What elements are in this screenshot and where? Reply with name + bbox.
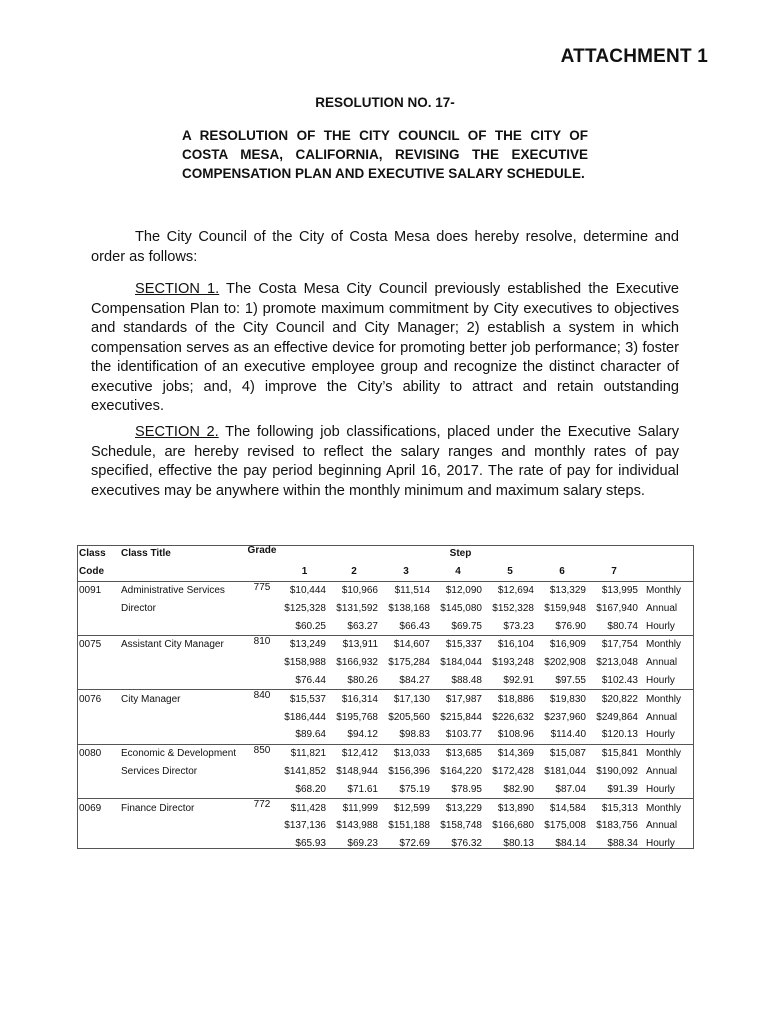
pay-rate-cell: $65.93 — [295, 838, 326, 850]
class-header: Class — [79, 548, 106, 560]
table-row — [77, 817, 693, 835]
class-title-cell — [119, 835, 243, 853]
pay-rate-cell: $92.91 — [503, 674, 534, 686]
pay-rate-cell: $184,044 — [440, 657, 482, 669]
table-row — [77, 599, 693, 617]
grade-cell — [243, 672, 281, 690]
table-row — [77, 690, 693, 708]
pay-rate-cell: $159,948 — [544, 602, 586, 614]
pay-rate-cell: $138,168 — [388, 602, 430, 614]
pay-rate-cell: $193,248 — [492, 657, 534, 669]
class-title-cell — [119, 726, 243, 744]
pay-period-cell: Annual — [646, 602, 678, 614]
pay-rate-cell: $84.14 — [555, 838, 586, 850]
pay-rate-cell: $158,748 — [440, 820, 482, 832]
grade-cell: 775 — [243, 581, 281, 599]
pay-rate-cell: $19,830 — [536, 690, 588, 708]
pay-period-cell: Hourly — [646, 838, 675, 850]
pay-rate-cell: $97.55 — [555, 674, 586, 686]
grade-cell — [243, 763, 281, 781]
pay-rate-cell: $80.13 — [503, 838, 534, 850]
code-header: Code — [79, 566, 104, 578]
pay-period-cell: Monthly — [640, 581, 693, 599]
pay-rate-cell: $152,328 — [492, 602, 534, 614]
class-code-cell — [77, 708, 119, 726]
pay-rate-cell: $175,008 — [544, 820, 586, 832]
pay-rate-cell: $145,080 — [440, 602, 482, 614]
pay-rate-cell: $13,911 — [328, 635, 380, 653]
step-number: 3 — [403, 566, 409, 578]
attachment-heading: ATTACHMENT 1 — [560, 46, 708, 67]
pay-rate-cell: $16,314 — [328, 690, 380, 708]
pay-rate-cell: $82.90 — [503, 783, 534, 795]
pay-period-cell: Hourly — [646, 674, 675, 686]
pay-rate-cell: $66.43 — [399, 620, 430, 632]
grade-header: Grade — [247, 545, 277, 556]
pay-rate-cell: $88.34 — [607, 838, 638, 850]
pay-rate-cell: $13,249 — [281, 635, 328, 653]
table-row — [77, 635, 693, 653]
pay-rate-cell: $75.19 — [399, 783, 430, 795]
step-number: 7 — [611, 566, 617, 578]
pay-rate-cell: $80.74 — [607, 620, 638, 632]
pay-rate-cell: $12,599 — [380, 799, 432, 817]
class-code-cell: 0091 — [77, 581, 119, 599]
pay-rate-cell: $11,821 — [281, 744, 328, 762]
pay-rate-cell: $237,960 — [544, 711, 586, 723]
class-title-cell — [119, 708, 243, 726]
pay-rate-cell: $158,988 — [284, 657, 326, 669]
pay-rate-cell: $69.23 — [347, 838, 378, 850]
pay-period-cell: Monthly — [640, 799, 693, 817]
class-title-cell: City Manager — [119, 690, 243, 708]
class-title-cell — [119, 780, 243, 798]
step-header: Step — [449, 548, 472, 560]
pay-rate-cell: $103.77 — [445, 729, 482, 741]
class-title-cell: Services Director — [121, 765, 198, 777]
pay-rate-cell: $89.64 — [295, 729, 326, 741]
class-title-cell — [119, 672, 243, 690]
pay-rate-cell: $120.13 — [601, 729, 638, 741]
pay-rate-cell: $16,909 — [536, 635, 588, 653]
pay-rate-cell: $13,329 — [536, 581, 588, 599]
class-title-cell: Finance Director — [119, 799, 243, 817]
pay-rate-cell: $78.95 — [451, 783, 482, 795]
resolution-title: A RESOLUTION OF THE CITY COUNCIL OF THE CITY OF COSTA MESA, CALIFORNIA, REVISING THE EXECUTIVE COMPENSATION PLAN AND EXECUTIVE SALARY SCHEDULE. — [182, 128, 588, 181]
pay-period-cell: Monthly — [640, 635, 693, 653]
class-title-cell: Administrative Services — [119, 581, 243, 599]
class-code-cell — [77, 726, 119, 744]
pay-rate-cell: $226,632 — [492, 711, 534, 723]
pay-rate-cell: $10,966 — [328, 581, 380, 599]
pay-rate-cell: $10,444 — [281, 581, 328, 599]
class-code-cell — [77, 617, 119, 635]
pay-rate-cell: $213,048 — [596, 657, 638, 669]
pay-rate-cell: $15,337 — [432, 635, 484, 653]
pay-rate-cell: $186,444 — [284, 711, 326, 723]
pay-rate-cell: $15,313 — [588, 799, 640, 817]
class-code-cell — [77, 835, 119, 853]
class-code-cell — [77, 817, 119, 835]
pay-period-cell: Hourly — [646, 783, 675, 795]
pay-rate-cell: $13,685 — [432, 744, 484, 762]
table-row — [77, 835, 693, 853]
pay-rate-cell: $13,033 — [380, 744, 432, 762]
table-row — [77, 708, 693, 726]
pay-rate-cell: $84.27 — [399, 674, 430, 686]
pay-rate-cell: $137,136 — [284, 820, 326, 832]
pay-rate-cell: $148,944 — [336, 765, 378, 777]
pay-period-cell: Annual — [646, 765, 678, 777]
section-2-paragraph: SECTION 2. The following job classifications, placed under the Executive Salary Schedule, are hereby revised to reflect the salary ranges and monthly rates of pay specified, effective the pay period beginning April 16, 2017. The rate of pay for individual executives may be anywhere within the monthly minimum and maximum salary steps. — [91, 424, 679, 499]
pay-rate-cell: $11,514 — [380, 581, 432, 599]
pay-rate-cell: $156,396 — [388, 765, 430, 777]
step-number: 2 — [351, 566, 357, 578]
table-subheader-row — [77, 563, 693, 581]
class-title-cell — [119, 654, 243, 672]
pay-rate-cell: $76.32 — [451, 838, 482, 850]
table-row — [77, 763, 693, 781]
pay-rate-cell: $13,229 — [432, 799, 484, 817]
table-row — [77, 780, 693, 798]
grade-cell — [243, 617, 281, 635]
pay-rate-cell: $13,995 — [588, 581, 640, 599]
pay-rate-cell: $15,087 — [536, 744, 588, 762]
table-header-row — [77, 545, 693, 563]
section-1-paragraph: SECTION 1. The Costa Mesa City Council previously established the Executive Compensation Plan to: 1) promote maximum commitment by City executives to objectives and standards of the City Council and City Manager; 2) establish a system in which compensation serves as an effective device for promoting better job performance; 3) foster the identification of an executive employee group and recognize the distinct character of executive jobs; and, 4) improve the City’s ability to attract and retain outstanding executives. — [91, 281, 680, 414]
pay-rate-cell: $15,841 — [588, 744, 640, 762]
pay-rate-cell: $166,932 — [336, 657, 378, 669]
class-code-cell — [77, 672, 119, 690]
pay-period-cell: Annual — [646, 820, 678, 832]
pay-rate-cell: $17,754 — [588, 635, 640, 653]
pay-rate-cell: $166,680 — [492, 820, 534, 832]
grade-cell: 850 — [243, 744, 281, 762]
class-code-cell — [77, 599, 119, 617]
table-row — [77, 581, 693, 599]
pay-rate-cell: $63.27 — [347, 620, 378, 632]
pay-rate-cell: $71.61 — [347, 783, 378, 795]
pay-rate-cell: $14,584 — [536, 799, 588, 817]
pay-rate-cell: $190,092 — [596, 765, 638, 777]
pay-rate-cell: $108.96 — [497, 729, 534, 741]
table-row — [77, 617, 693, 635]
class-code-cell: 0076 — [77, 690, 119, 708]
pay-rate-cell: $202,908 — [544, 657, 586, 669]
pay-rate-cell: $76.90 — [555, 620, 586, 632]
class-title-header: Class Title — [121, 548, 171, 560]
resolution-number: RESOLUTION NO. 17- — [315, 95, 455, 110]
table-row — [77, 672, 693, 690]
pay-rate-cell: $141,852 — [284, 765, 326, 777]
class-code-cell — [77, 654, 119, 672]
grade-cell — [243, 726, 281, 744]
salary-schedule-table — [77, 545, 693, 853]
table-row — [77, 654, 693, 672]
pay-rate-cell: $72.69 — [399, 838, 430, 850]
section-1-label: SECTION 1. — [135, 281, 220, 297]
pay-rate-cell: $68.20 — [295, 783, 326, 795]
pay-rate-cell: $17,130 — [380, 690, 432, 708]
pay-rate-cell: $12,694 — [484, 581, 536, 599]
pay-rate-cell: $91.39 — [607, 783, 638, 795]
pay-rate-cell: $18,886 — [484, 690, 536, 708]
pay-rate-cell: $181,044 — [544, 765, 586, 777]
grade-cell — [243, 654, 281, 672]
pay-rate-cell: $151,188 — [388, 820, 430, 832]
table-row — [77, 744, 693, 762]
pay-rate-cell: $20,822 — [588, 690, 640, 708]
pay-rate-cell: $215,844 — [440, 711, 482, 723]
pay-rate-cell: $15,537 — [281, 690, 328, 708]
pay-rate-cell: $73.23 — [503, 620, 534, 632]
step-number: 6 — [559, 566, 565, 578]
class-code-cell — [77, 780, 119, 798]
pay-period-cell: Hourly — [646, 620, 675, 632]
grade-cell — [243, 780, 281, 798]
class-title-cell — [119, 817, 243, 835]
pay-period-cell: Hourly — [646, 729, 675, 741]
grade-cell — [243, 817, 281, 835]
class-title-cell: Economic & Development — [119, 744, 243, 762]
class-title-cell: Director — [121, 602, 157, 614]
pay-rate-cell: $94.12 — [347, 729, 378, 741]
class-code-cell — [77, 763, 119, 781]
pay-rate-cell: $88.48 — [451, 674, 482, 686]
class-code-cell: 0069 — [77, 799, 119, 817]
pay-rate-cell: $172,428 — [492, 765, 534, 777]
step-number: 1 — [301, 566, 308, 578]
pay-rate-cell: $102.43 — [601, 674, 638, 686]
pay-rate-cell: $183,756 — [596, 820, 638, 832]
pay-period-cell: Annual — [646, 657, 678, 669]
pay-rate-cell: $98.83 — [399, 729, 430, 741]
pay-rate-cell: $12,412 — [328, 744, 380, 762]
pay-rate-cell: $60.25 — [295, 620, 326, 632]
pay-rate-cell: $131,592 — [336, 602, 378, 614]
pay-period-cell: Annual — [646, 711, 678, 723]
intro-paragraph: The City Council of the City of Costa Mesa does hereby resolve, determine and order as follows: — [91, 229, 679, 265]
grade-cell — [243, 599, 281, 617]
pay-rate-cell: $76.44 — [295, 674, 326, 686]
pay-rate-cell: $69.75 — [451, 620, 482, 632]
pay-rate-cell: $12,090 — [432, 581, 484, 599]
pay-rate-cell: $164,220 — [440, 765, 482, 777]
grade-cell: 772 — [243, 799, 281, 817]
pay-rate-cell: $16,104 — [484, 635, 536, 653]
class-code-cell: 0080 — [77, 744, 119, 762]
grade-cell: 810 — [243, 635, 281, 653]
pay-rate-cell: $87.04 — [555, 783, 586, 795]
section-2-label: SECTION 2. — [135, 424, 219, 440]
grade-cell — [243, 708, 281, 726]
pay-rate-cell: $11,428 — [281, 799, 328, 817]
class-title-cell: Assistant City Manager — [119, 635, 243, 653]
table-row — [77, 726, 693, 744]
pay-period-cell: Monthly — [640, 690, 693, 708]
pay-period-cell: Monthly — [640, 744, 693, 762]
pay-rate-cell: $114.40 — [550, 729, 586, 741]
step-number: 5 — [507, 566, 513, 578]
pay-rate-cell: $13,890 — [484, 799, 536, 817]
grade-cell: 840 — [243, 690, 281, 708]
pay-rate-cell: $143,988 — [336, 820, 378, 832]
grade-cell — [243, 835, 281, 853]
pay-rate-cell: $14,369 — [484, 744, 536, 762]
class-code-cell: 0075 — [77, 635, 119, 653]
pay-rate-cell: $249,864 — [596, 711, 638, 723]
pay-rate-cell: $167,940 — [596, 602, 638, 614]
pay-rate-cell: $195,768 — [336, 711, 378, 723]
table-row — [77, 799, 693, 817]
pay-rate-cell: $11,999 — [328, 799, 380, 817]
pay-rate-cell: $17,987 — [432, 690, 484, 708]
step-number: 4 — [455, 566, 461, 578]
pay-rate-cell: $80.26 — [347, 674, 378, 686]
pay-rate-cell: $14,607 — [380, 635, 432, 653]
pay-rate-cell: $175,284 — [388, 657, 430, 669]
pay-rate-cell: $205,560 — [388, 711, 430, 723]
class-title-cell — [119, 617, 243, 635]
pay-rate-cell: $125,328 — [284, 602, 326, 614]
